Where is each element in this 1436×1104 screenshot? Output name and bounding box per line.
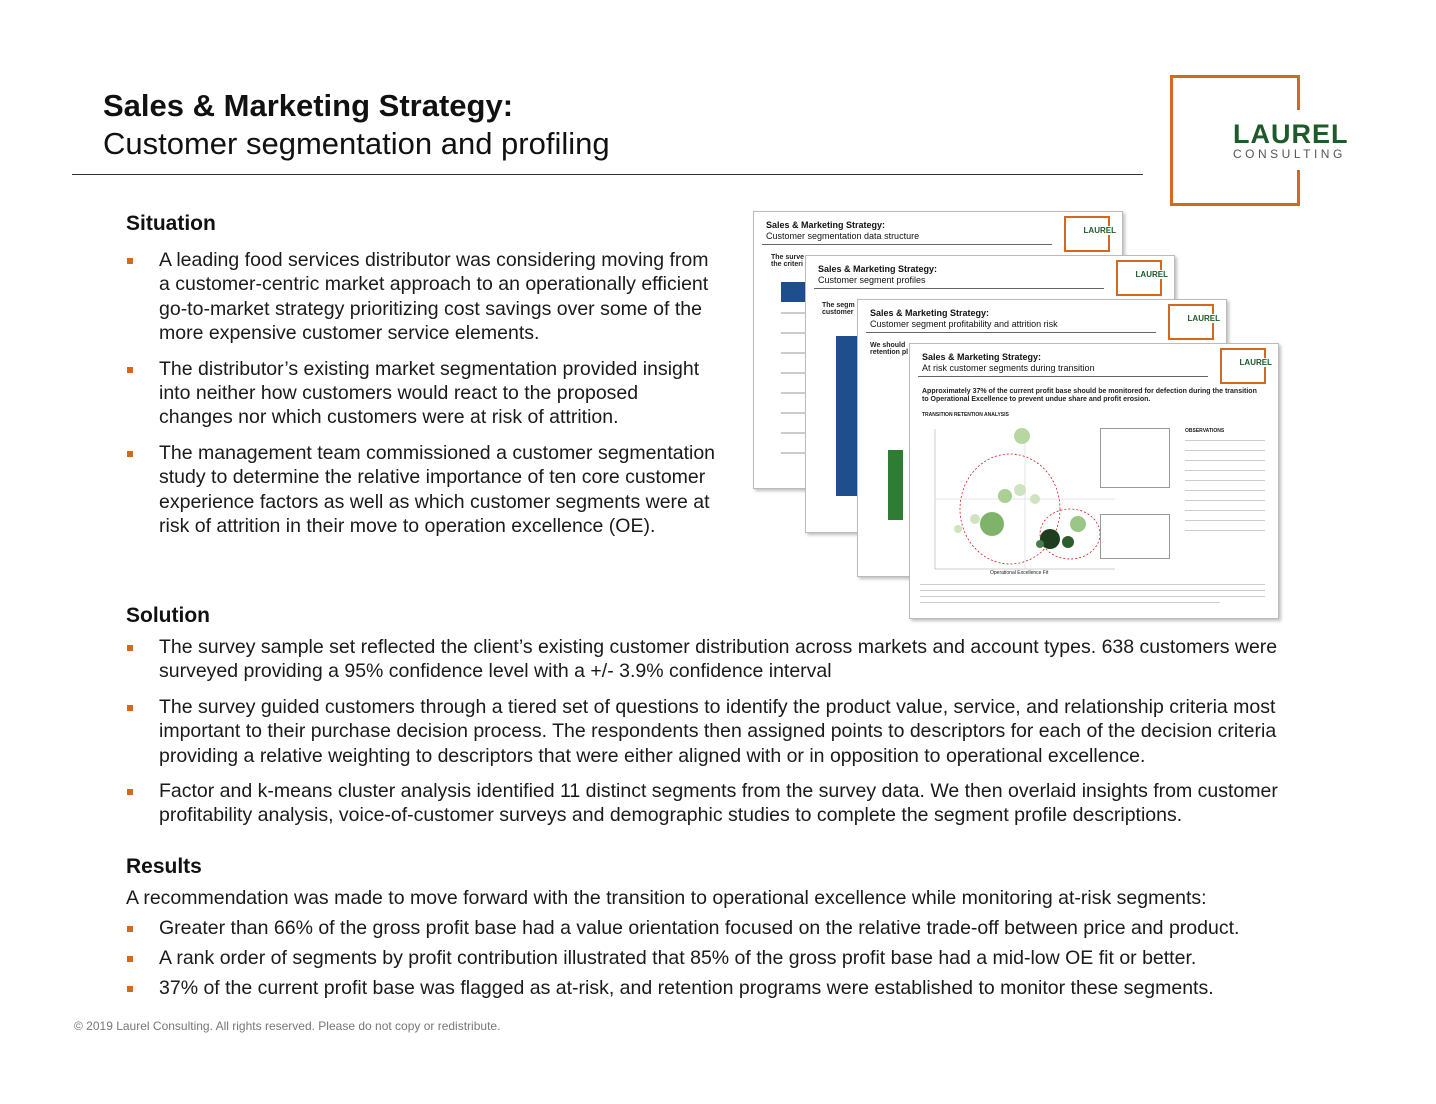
thumbnail-x-axis: Operational Excellence Fit [990,570,1049,576]
thumbnail-rule [918,376,1208,377]
thumbnail-rule [762,244,1052,245]
page-header [103,88,610,164]
thumbnail-legend [1100,428,1170,488]
logo-tagline: CONSULTING [1233,147,1346,161]
results-list [126,916,1326,1000]
thumbnail-subtitle: At risk customer segments during transition [922,363,1095,373]
situation-bullet: The management team commissioned a customer segmentation study to determine the relative importance of ten core customer experience factors as well as which customer segments were at risk of attrition in their move to operation excellence (OE). [126,441,716,539]
thumbnail-body: We should retention pl [870,342,909,356]
thumbnail-body: The segm customer [822,302,855,316]
thumbnail-chart-heading: TRANSITION RETENTION ANALYSIS [922,412,1009,418]
thumbnail-bar [888,450,903,520]
results-intro: A recommendation was made to move forward with the transition to operational excellence while monitoring at-risk segments: [126,887,1207,909]
solution-bullet: The survey guided customers through a tiered set of questions to identify the product value, service, and relationship criteria most important to their purchase decision process. The respondents then assigned points to descriptors for each of the decision criteria providing a relative weighting to descriptors that were either aligned with or in opposition to operational excellence. [126,695,1311,768]
thumbnail-title: Sales & Marketing Strategy: [766,220,886,230]
thumbnail-body: The surve the criteri [771,254,805,268]
results-bullet: A rank order of segments by profit contribution illustrated that 85% of the gross profit base had a mid-low OE fit or better. [126,946,1326,970]
footer-copyright: © 2019 Laurel Consulting. All rights reserved. Please do not copy or redistribute. [74,1019,501,1033]
header-divider [72,174,1143,175]
results-bullet: 37% of the current profit base was flagged as at-risk, and retention programs were established to monitor these segments. [126,976,1326,1000]
page-subtitle: Customer segmentation and profiling [103,126,610,161]
results-heading: Results [126,855,202,878]
thumbnail-logo: LAUREL [1168,304,1214,340]
solution-bullet: The survey sample set reflected the client’s existing customer distribution across markets and account types. 638 customers were surveyed providing a 95% confidence level with a +/- 3.9% confidence interval [126,635,1311,684]
logo-name: LAUREL [1233,119,1349,149]
thumbnail-logo: LAUREL [1116,260,1162,296]
thumbnail-subtitle: Customer segment profiles [818,275,926,285]
thumbnail-slide-4 [909,343,1279,619]
thumbnail-subtitle: Customer segmentation data structure [766,231,920,241]
solution-heading: Solution [126,604,210,627]
thumbnail-header-cell [781,282,806,302]
page-title: Sales & Marketing Strategy: [103,88,514,123]
thumbnail-rule [814,288,1104,289]
thumbnail-title: Sales & Marketing Strategy: [870,308,990,318]
situation-list [126,248,716,538]
thumbnail-rule [866,332,1156,333]
thumbnail-subtitle: Customer segment profitability and attrition risk [870,319,1058,329]
solution-list [126,635,1311,828]
thumbnail-observations: OBSERVATIONS [1185,428,1225,434]
results-bullet: Greater than 66% of the gross profit base had a value orientation focused on the relative trade-off between price and product. [126,916,1326,940]
situation-bullet: A leading food services distributor was considering moving from a customer-centric market approach to an operationally efficient go-to-market strategy prioritizing cost savings over some of the more expensive customer service elements. [126,248,716,346]
solution-bullet: Factor and k-means cluster analysis identified 11 distinct segments from the survey data. We then overlaid insights from customer profitability analysis, voice-of-customer surveys and demographic studies to complete the segment profile descriptions. [126,779,1311,828]
situation-bullet: The distributor’s existing market segmentation provided insight into neither how customers would react to the proposed changes nor which customers were at risk of attrition. [126,357,716,430]
thumbnail-title: Sales & Marketing Strategy: [922,352,1042,362]
thumbnail-body: Approximately 37% of the current profit base should be monitored for defection during the transition to Operational Excellence to prevent undue share and profit erosion. [922,388,1257,403]
thumbnail-title: Sales & Marketing Strategy: [818,264,938,274]
thumbnail-logo: LAUREL [1220,348,1266,384]
thumbnail-logo: LAUREL [1064,216,1110,252]
situation-heading: Situation [126,212,216,235]
thumbnail-legend-2 [1100,514,1170,559]
